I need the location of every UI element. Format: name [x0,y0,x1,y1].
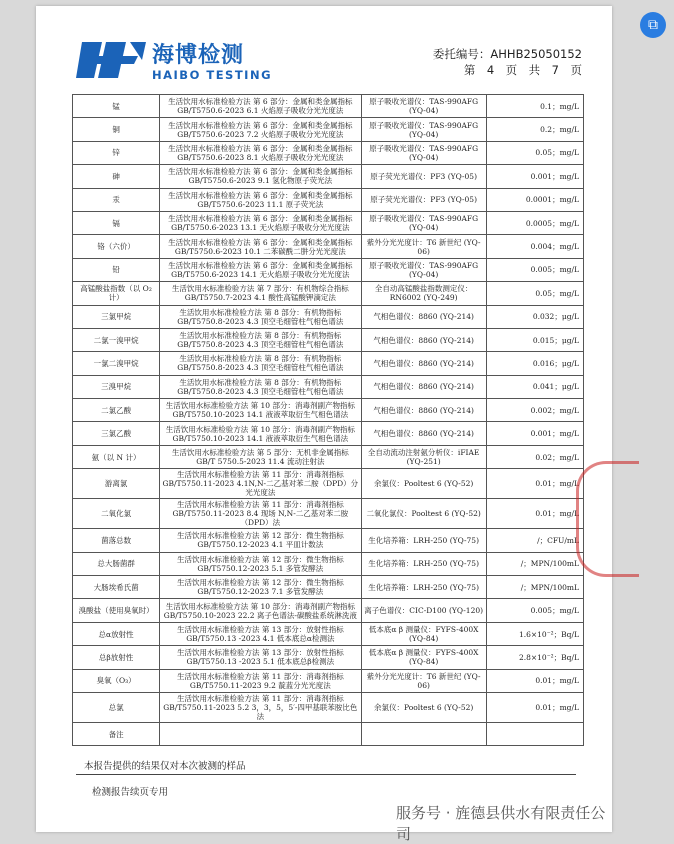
row-item: 三溴甲烷 [73,375,160,398]
row-standard: 生活饮用水标准检验方法 第 13 部分：放射性指标 GB/T5750.13 -2023 4.1 低本底总α检测法 [160,622,361,645]
row-instrument: 全自动流动注射氨分析仪：iFIAE (YQ-251) [361,445,486,468]
row-instrument: 原子荧光光谱仪：PF3 (YQ-05) [361,165,486,188]
row-item: 锰 [73,95,160,118]
row-instrument: 生化培养箱：LRH-250 (YQ-75) [361,576,486,599]
row-standard: 生活饮用水标准检验方法 第 11 部分：消毒剂指标 GB/T5750.11-2023 9.2 靛蓝分光光度法 [160,669,361,692]
row-limit: 0.02；mg/L [486,445,583,468]
row-limit: 0.01；mg/L [486,692,583,722]
row-standard: 生活饮用水标准检验方法 第 10 部分：消毒剂副产物指标 GB/T5750.10-2023 14.1 液液萃取衍生气相色谱法 [160,399,361,422]
row-limit: 0.01；mg/L [486,499,583,529]
report-header [433,46,582,78]
table-row [73,118,584,141]
row-limit: 0.001；mg/L [486,422,583,445]
table-row [73,499,584,529]
row-limit: 0.05；mg/L [486,141,583,164]
row-standard: 生活饮用水标准检验方法 第 11 部分：消毒剂指标 GB/T5750.11-2023 5.2 3，3，5，5′-四甲基联苯胺比色法 [160,692,361,722]
row-standard: 生活饮用水标准检验方法 第 8 部分：有机物指标 GB/T5750.8-2023 4.3 顶空毛细管柱气相色谱法 [160,375,361,398]
table-row [73,552,584,575]
row-item: 总大肠菌群 [73,552,160,575]
results-table [72,94,584,746]
table-row [73,305,584,328]
row-standard: 生活饮用水标准检验方法 第 11 部分：消毒剂指标 GB/T5750.11-2023 8.4 现场 N,N-二乙基对苯二胺（DPD）法 [160,499,361,529]
row-instrument: 余氯仪：Pooltest 6 (YQ-52) [361,469,486,499]
row-instrument: 离子色谱仪：CIC-D100 (YQ-120) [361,599,486,622]
row-limit: /；CFU/mL [486,529,583,552]
row-standard: 生活饮用水标准检验方法 第 6 部分：金属和类金属指标 GB/T5750.6-2023 14.1 无火焰原子吸收分光光度法 [160,258,361,281]
row-limit: 0.016；μg/L [486,352,583,375]
page-indicator: 第 4 页 共 7 页 [463,63,582,77]
floating-action-icon[interactable]: ⧉ [640,12,666,38]
table-row [73,235,584,258]
row-instrument: 原子吸收光谱仪：TAS-990AFG (YQ-04) [361,211,486,234]
row-standard: 生活饮用水标准检验方法 第 12 部分：微生物指标 GB/T5750.12-2023 5.1 多管发酵法 [160,552,361,575]
row-limit: 0.001；mg/L [486,165,583,188]
row-limit: 0.032；μg/L [486,305,583,328]
row-instrument: 全自动高锰酸盐指数测定仪：RN6002 (YQ-249) [361,282,486,305]
row-limit: 0.002；mg/L [486,399,583,422]
table-row [73,599,584,622]
row-instrument: 二氧化氯仪：Pooltest 6 (YQ-52) [361,499,486,529]
row-item: 镉 [73,211,160,234]
table-row [73,722,584,745]
row-item: 锌 [73,141,160,164]
table-row [73,282,584,305]
red-stamp [576,461,639,577]
table-row [73,669,584,692]
row-item: 高锰酸盐指数（以 O₂计） [73,282,160,305]
row-limit: 0.05；mg/L [486,282,583,305]
row-instrument [361,722,486,745]
row-standard: 生活饮用水标准检验方法 第 8 部分：有机物指标 GB/T5750.8-2023 4.3 顶空毛细管柱气相色谱法 [160,305,361,328]
logo-en-text: HAIBO TESTING [152,68,273,82]
row-instrument: 气相色谱仪：8860 (YQ-214) [361,328,486,351]
results-table-body [73,95,584,746]
row-limit: 0.015；μg/L [486,328,583,351]
row-instrument: 气相色谱仪：8860 (YQ-214) [361,422,486,445]
row-limit [486,722,583,745]
row-standard: 生活饮用水标准检验方法 第 10 部分：消毒剂副产物指标 GB/T5750.10-2023 22.2 离子色谱法-碳酸盐系统淋洗液 [160,599,361,622]
continuation-label: 检测报告续页专用 [92,787,169,798]
row-standard: 生活饮用水标准检验方法 第 6 部分：金属和类金属指标 GB/T5750.6-2023 6.1 火焰原子吸收分光光度法 [160,95,361,118]
row-limit: 0.01；mg/L [486,469,583,499]
row-item: 菌落总数 [73,529,160,552]
table-row [73,375,584,398]
row-item: 三氯乙酸 [73,422,160,445]
row-standard: 生活饮用水标准检验方法 第 13 部分：放射性指标 GB/T5750.13 -2023 5.1 低本底总β检测法 [160,646,361,669]
row-limit: 0.041；μg/L [486,375,583,398]
row-instrument: 余氯仪：Pooltest 6 (YQ-52) [361,692,486,722]
row-item: 铬（六价） [73,235,160,258]
row-item: 总β放射性 [73,646,160,669]
row-standard: 生活饮用水标准检验方法 第 11 部分：消毒剂指标 GB/T5750.11-2023 4.1N,N-二乙基对苯二胺（DPD）分光光度法 [160,469,361,499]
row-instrument: 紫外分光光度计：T6 新世纪 (YQ-06) [361,235,486,258]
row-instrument: 气相色谱仪：8860 (YQ-214) [361,305,486,328]
row-instrument: 生化培养箱：LRH-250 (YQ-75) [361,552,486,575]
row-standard: 生活饮用水标准检验方法 第 8 部分：有机物指标 GB/T5750.8-2023 4.3 顶空毛细管柱气相色谱法 [160,328,361,351]
row-item: 三氯甲烷 [73,305,160,328]
row-limit: 0.0001；mg/L [486,188,583,211]
table-row [73,646,584,669]
row-instrument: 原子吸收光谱仪：TAS-990AFG (YQ-04) [361,95,486,118]
row-item: 二氯一溴甲烷 [73,328,160,351]
row-standard: 生活饮用水标准检验方法 第 5 部分：无机非金属指标 GB/T 5750.5-2023 11.4 流动注射法 [160,445,361,468]
row-standard: 生活饮用水标准检验方法 第 10 部分：消毒剂副产物指标 GB/T5750.10-2023 14.1 液液萃取衍生气相色谱法 [160,422,361,445]
logo-cn-text: 海博检测 [152,43,245,68]
haibo-logo-icon [76,36,148,84]
row-item: 氨（以 N 计） [73,445,160,468]
row-limit: 2.8×10⁻²；Bq/L [486,646,583,669]
row-item: 游离氯 [73,469,160,499]
row-item: 砷 [73,165,160,188]
row-instrument: 气相色谱仪：8860 (YQ-214) [361,375,486,398]
row-limit: 0.005；mg/L [486,599,583,622]
table-row [73,622,584,645]
row-instrument: 生化培养箱：LRH-250 (YQ-75) [361,529,486,552]
row-limit: 0.0005；mg/L [486,211,583,234]
row-item: 铅 [73,258,160,281]
company-logo [76,36,276,92]
row-standard [160,722,361,745]
table-row [73,529,584,552]
row-instrument: 气相色谱仪：8860 (YQ-214) [361,399,486,422]
row-limit: 0.01；mg/L [486,669,583,692]
table-row [73,258,584,281]
row-limit: 0.2；mg/L [486,118,583,141]
row-instrument: 紫外分光光度计：T6 新世纪 (YQ-06) [361,669,486,692]
account-watermark: 服务号 · 旌德县供水有限责任公司 [396,804,606,843]
table-row [73,422,584,445]
row-item: 总α放射性 [73,622,160,645]
table-row [73,445,584,468]
row-standard: 生活饮用水标准检验方法 第 6 部分：金属和类金属指标 GB/T5750.6-2023 9.1 氢化物原子荧光法 [160,165,361,188]
row-instrument: 气相色谱仪：8860 (YQ-214) [361,352,486,375]
row-instrument: 低本底α β 测量仪：FYFS-400X (YQ-84) [361,646,486,669]
row-standard: 生活饮用水标准检验方法 第 12 部分：微生物指标 GB/T5750.12-2023 7.1 多管发酵法 [160,576,361,599]
row-instrument: 原子荧光光谱仪：PF3 (YQ-05) [361,188,486,211]
row-instrument: 原子吸收光谱仪：TAS-990AFG (YQ-04) [361,141,486,164]
row-limit: 0.004；mg/L [486,235,583,258]
row-item: 臭氧（O₃） [73,669,160,692]
row-item: 备注 [73,722,160,745]
row-instrument: 原子吸收光谱仪：TAS-990AFG (YQ-04) [361,258,486,281]
table-row [73,141,584,164]
report-note: 本报告提供的结果仅对本次被测的样品 [84,761,246,772]
row-item: 大肠埃希氏菌 [73,576,160,599]
report-page [36,6,612,843]
row-item: 汞 [73,188,160,211]
row-standard: 生活饮用水标准检验方法 第 6 部分：金属和类金属指标 GB/T5750.6-2023 7.2 火焰原子吸收分光光度法 [160,118,361,141]
row-standard: 生活饮用水标准检验方法 第 12 部分：微生物指标 GB/T5750.12-2023 4.1 平皿计数法 [160,529,361,552]
row-item: 一氯二溴甲烷 [73,352,160,375]
row-item: 溴酸盐（使用臭氧时） [73,599,160,622]
row-standard: 生活饮用水标准检验方法 第 6 部分：金属和类金属指标 GB/T5750.6-2023 11.1 原子荧光法 [160,188,361,211]
table-row [73,469,584,499]
table-row [73,352,584,375]
table-row [73,188,584,211]
row-instrument: 原子吸收光谱仪：TAS-990AFG (YQ-04) [361,118,486,141]
row-standard: 生活饮用水标准检验方法 第 6 部分：金属和类金属指标 GB/T5750.6-2023 10.1 二苯碳酰二肼分光光度法 [160,235,361,258]
row-item: 总氯 [73,692,160,722]
row-standard: 生活饮用水标准检验方法 第 6 部分：金属和类金属指标 GB/T5750.6-2023 8.1 火焰原子吸收分光光度法 [160,141,361,164]
row-item: 二氧化氯 [73,499,160,529]
row-item: 铜 [73,118,160,141]
row-limit: /；MPN/100mL [486,552,583,575]
row-limit: /；MPN/100mL [486,576,583,599]
table-row [73,399,584,422]
table-row [73,576,584,599]
row-standard: 生活饮用水标准检验方法 第 6 部分：金属和类金属指标 GB/T5750.6-2023 13.1 无火焰原子吸收分光光度法 [160,211,361,234]
footer-divider [76,774,576,775]
row-standard: 生活饮用水标准检验方法 第 8 部分：有机物指标 GB/T5750.8-2023 4.3 顶空毛细管柱气相色谱法 [160,352,361,375]
report-number: 委托编号：AHHB25050152 [432,47,582,61]
table-row [73,328,584,351]
row-limit: 1.6×10⁻²；Bq/L [486,622,583,645]
row-limit: 0.005；mg/L [486,258,583,281]
table-row [73,95,584,118]
table-row [73,165,584,188]
row-limit: 0.1；mg/L [486,95,583,118]
table-row [73,692,584,722]
row-item: 二氯乙酸 [73,399,160,422]
row-standard: 生活饮用水标准检验方法 第 7 部分：有机物综合指标 GB/T5750.7-2023 4.1 酸性高锰酸钾滴定法 [160,282,361,305]
table-row [73,211,584,234]
row-instrument: 低本底α β 测量仪：FYFS-400X (YQ-84) [361,622,486,645]
